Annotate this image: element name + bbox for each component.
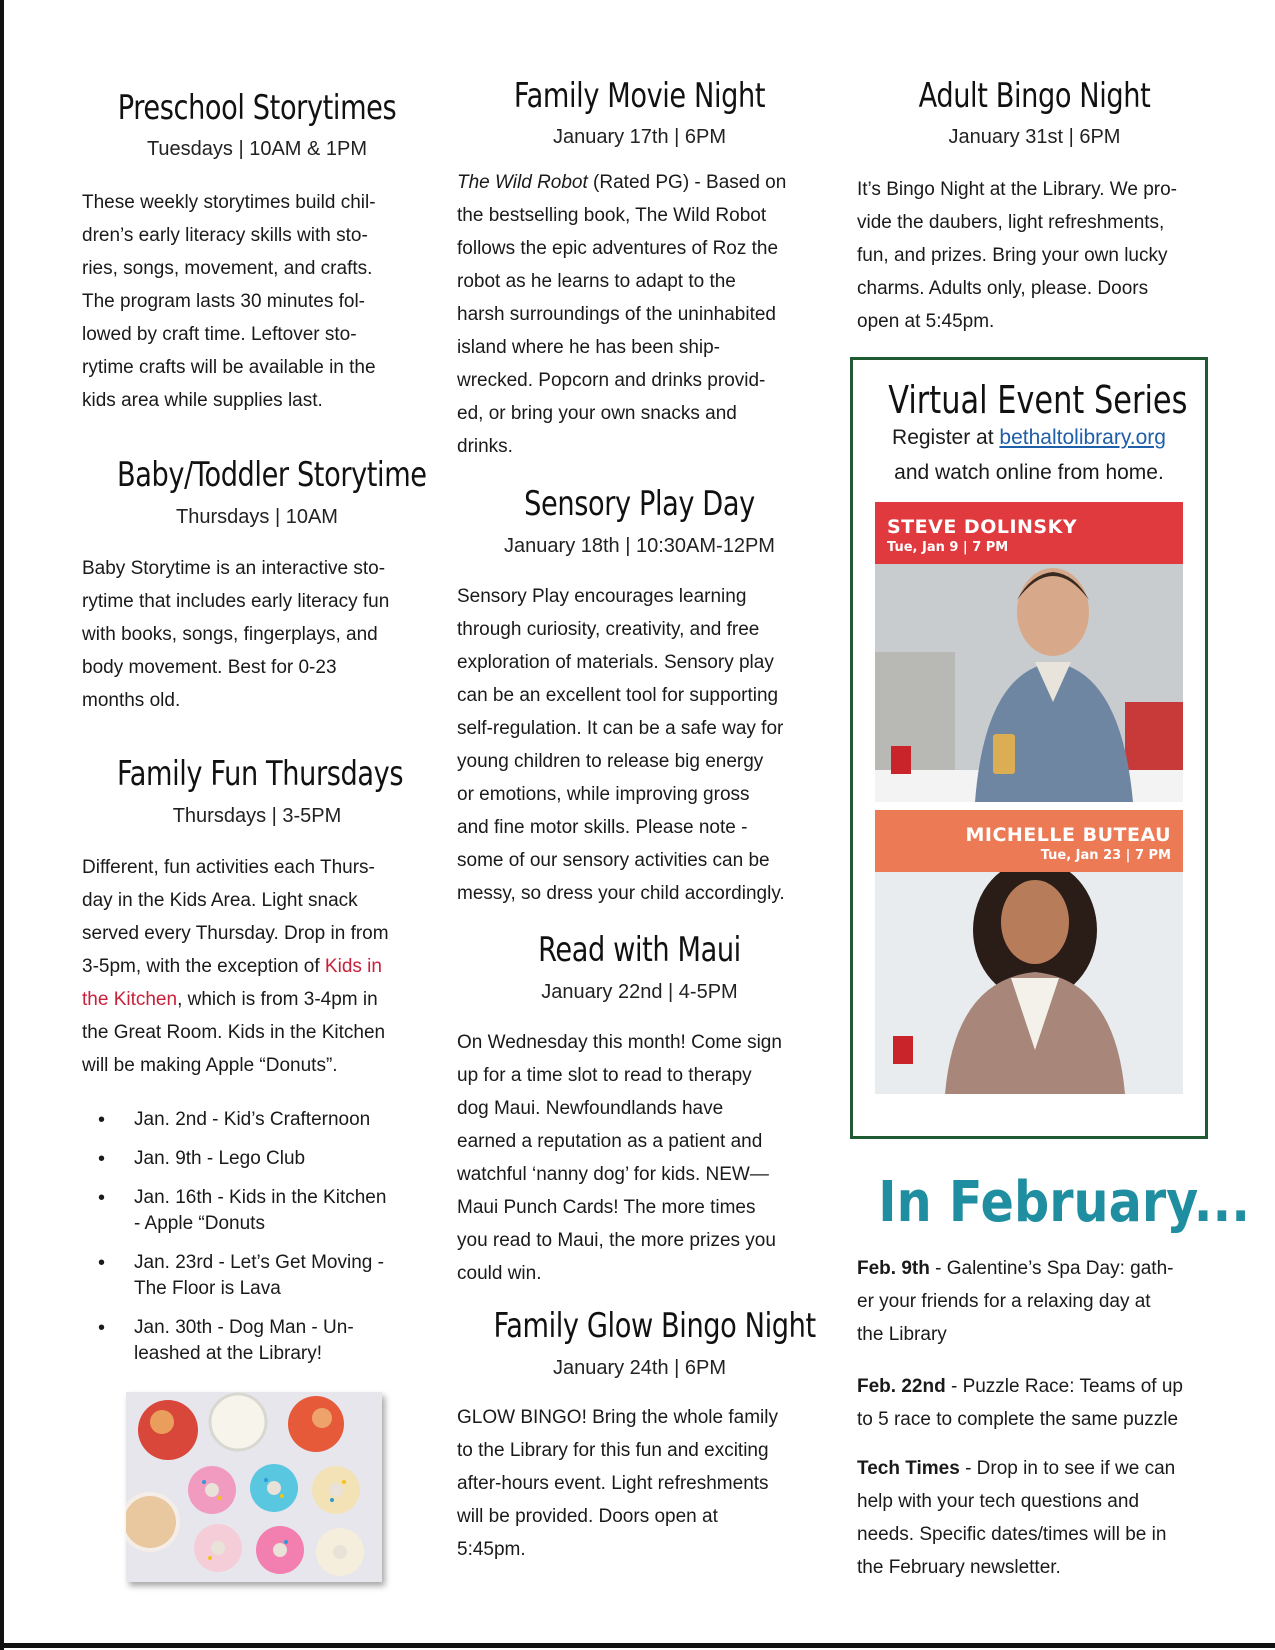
movie-night-title: Family Movie Night xyxy=(513,76,766,116)
text-line xyxy=(457,166,822,199)
text-line: 5:45pm. xyxy=(457,1539,526,1560)
virtual-series-title: Virtual Event Series xyxy=(888,378,1188,422)
read-with-maui-description xyxy=(457,1026,822,1290)
text-line: open at 5:45pm. xyxy=(857,311,995,332)
speaker-date: Tue, Jan 23 | 7 PM xyxy=(1040,848,1171,863)
list-item-text: • Jan. 30th - Dog Man - Un- xyxy=(134,1317,354,1338)
text-line: and fine motor skills. Please note - xyxy=(457,817,748,838)
february-title: In February... xyxy=(878,1170,1250,1235)
kids-in-kitchen-highlight: the Kitchen xyxy=(82,989,178,1010)
page-border-left xyxy=(0,0,4,1650)
text-line: earned a reputation as a patient and xyxy=(457,1131,763,1152)
glow-bingo-title: Family Glow Bingo Night xyxy=(493,1306,816,1346)
text-line: self-regulation. It can be a safe way for xyxy=(457,718,784,739)
adult-bingo-description xyxy=(857,173,1212,338)
text-line: dren’s early literacy skills with sto- xyxy=(82,225,368,246)
baby-toddler-title: Baby/Toddler Storytime xyxy=(117,455,427,495)
text-line: follows the epic adventures of Roz the xyxy=(457,238,779,259)
text-line: robot as he learns to adapt to the xyxy=(457,271,736,292)
text-segment: - Puzzle Race: Teams of up xyxy=(945,1376,1183,1397)
text-line: GLOW BINGO! Bring the whole family xyxy=(457,1407,778,1428)
text-segment: , which is from 3-4pm in xyxy=(177,989,378,1010)
text-line xyxy=(857,1252,1212,1285)
text-line: will be provided. Doors open at xyxy=(457,1506,718,1527)
text-segment: - Galentine’s Spa Day: gath- xyxy=(929,1258,1174,1279)
page-border-bottom xyxy=(0,1643,1275,1648)
text-line: rytime crafts will be available in the xyxy=(82,357,376,378)
list-item-text: The Floor is Lava xyxy=(134,1278,281,1299)
text-line: served every Thursday. Drop in from xyxy=(82,923,389,944)
family-fun-time: Thursdays | 3-5PM xyxy=(172,805,342,827)
text-line: you read to Maui, the more prizes you xyxy=(457,1230,776,1251)
february-item-galentines xyxy=(857,1252,1212,1351)
speaker-date: Tue, Jan 9 | 7 PM xyxy=(887,540,1009,555)
text-line: months old. xyxy=(82,690,181,711)
text-line: some of our sensory activities can be xyxy=(457,850,770,871)
promo-banner xyxy=(875,810,1183,872)
glow-bingo-time: January 24th | 6PM xyxy=(552,1357,727,1379)
text-line: It’s Bingo Night at the Library. We pro- xyxy=(857,179,1177,200)
text-line: the Library xyxy=(857,1324,947,1345)
sensory-play-description xyxy=(457,580,822,910)
library-website-link[interactable]: bethaltolibrary.org xyxy=(999,426,1166,449)
text-line: can be an excellent tool for supporting xyxy=(457,685,779,706)
sensory-play-title: Sensory Play Day xyxy=(524,484,755,524)
text-segment: (Rated PG) - Based on xyxy=(587,172,787,193)
text-line: after-hours event. Light refreshments xyxy=(457,1473,769,1494)
text-line: wrecked. Popcorn and drinks provid- xyxy=(457,370,766,391)
text-line: vide the daubers, light refreshments, xyxy=(857,212,1165,233)
text-segment: Register at xyxy=(892,426,1000,449)
text-line: charms. Adults only, please. Doors xyxy=(857,278,1149,299)
text-line: Sensory Play encourages learning xyxy=(457,586,747,607)
preschool-description xyxy=(82,186,432,417)
movie-title-italic: The Wild Robot xyxy=(457,172,588,193)
text-line: to the Library for this fun and exciting xyxy=(457,1440,769,1461)
speaker-name: STEVE DOLINSKY xyxy=(887,516,1078,538)
text-line: needs. Specific dates/times will be in xyxy=(857,1524,1167,1545)
family-fun-title: Family Fun Thursdays xyxy=(117,754,404,794)
text-line: Maui Punch Cards! The more times xyxy=(457,1197,756,1218)
text-line: with books, songs, fingerplays, and xyxy=(82,624,378,645)
text-line: will be making Apple “Donuts”. xyxy=(82,1055,338,1076)
list-item-text: leashed at the Library! xyxy=(134,1343,323,1364)
virtual-event-series-box xyxy=(850,357,1208,1139)
text-line: exploration of materials. Sensory play xyxy=(457,652,774,673)
steve-dolinsky-promo xyxy=(875,502,1183,802)
preschool-time: Tuesdays | 10AM & 1PM xyxy=(146,138,368,160)
list-item-text: • Jan. 16th - Kids in the Kitchen xyxy=(134,1187,387,1208)
text-line: day in the Kids Area. Light snack xyxy=(82,890,358,911)
read-with-maui-time: January 22nd | 4-5PM xyxy=(541,981,738,1003)
apple-donuts-photo xyxy=(126,1392,382,1582)
register-line xyxy=(853,426,1205,450)
read-with-maui-title: Read with Maui xyxy=(538,930,741,970)
glow-bingo-description xyxy=(457,1401,822,1566)
text-line: or emotions, while improving gross xyxy=(457,784,750,805)
text-line: through curiosity, creativity, and free xyxy=(457,619,760,640)
text-line: the Great Room. Kids in the Kitchen xyxy=(82,1022,386,1043)
text-line: harsh surroundings of the uninhabited xyxy=(457,304,777,325)
text-line: kids area while supplies last. xyxy=(82,390,323,411)
list-item xyxy=(82,1250,432,1302)
michelle-buteau-promo xyxy=(875,810,1183,1094)
list-item xyxy=(82,1107,432,1133)
text-line: island where he has been ship- xyxy=(457,337,721,358)
movie-night-description xyxy=(457,166,822,463)
baby-toddler-time: Thursdays | 10AM xyxy=(176,506,338,528)
adult-bingo-title: Adult Bingo Night xyxy=(918,76,1151,116)
text-line: messy, so dress your child accordingly. xyxy=(457,883,785,904)
list-item-text: • Jan. 23rd - Let’s Get Moving - xyxy=(134,1252,384,1273)
kids-in-kitchen-highlight: Kids in xyxy=(324,956,382,977)
text-line: ed, or bring your own snacks and xyxy=(457,403,737,424)
promo-banner xyxy=(875,502,1183,564)
text-line: watchful ‘nanny dog’ for kids. NEW— xyxy=(457,1164,769,1185)
list-item-text: - Apple “Donuts xyxy=(134,1213,265,1234)
watch-line: and watch online from home. xyxy=(894,461,1164,484)
family-fun-description xyxy=(82,851,432,1082)
text-line xyxy=(857,1370,1212,1403)
text-line: could win. xyxy=(457,1263,542,1284)
text-line: drinks. xyxy=(457,436,513,457)
text-line: help with your tech questions and xyxy=(857,1491,1140,1512)
text-line: the February newsletter. xyxy=(857,1557,1061,1578)
text-line: the bestselling book, The Wild Robot xyxy=(457,205,767,226)
text-line xyxy=(82,983,432,1016)
text-line: On Wednesday this month! Come sign xyxy=(457,1032,782,1053)
list-item-text: • Jan. 9th - Lego Club xyxy=(134,1148,306,1169)
text-line: fun, and prizes. Bring your own lucky xyxy=(857,245,1168,266)
text-line: rytime that includes early literacy fun xyxy=(82,591,390,612)
text-line: These weekly storytimes build chil- xyxy=(82,192,376,213)
text-line: body movement. Best for 0-23 xyxy=(82,657,337,678)
speaker-name: MICHELLE BUTEAU xyxy=(965,824,1171,846)
february-item-puzzle-race xyxy=(857,1370,1212,1436)
list-item xyxy=(82,1315,432,1367)
sensory-play-time: January 18th | 10:30AM-12PM xyxy=(504,535,775,557)
text-line: Different, fun activities each Thurs- xyxy=(82,857,375,878)
text-line: ries, songs, movement, and crafts. xyxy=(82,258,373,279)
list-item xyxy=(82,1146,432,1172)
list-item xyxy=(82,1185,432,1237)
thursday-schedule-list xyxy=(82,1107,432,1380)
february-date: Feb. 22nd xyxy=(857,1376,946,1397)
february-date: Feb. 9th xyxy=(857,1258,930,1279)
text-line: lowed by craft time. Leftover sto- xyxy=(82,324,357,345)
list-item-text: • Jan. 2nd - Kid’s Crafternoon xyxy=(134,1109,371,1130)
baby-toddler-description xyxy=(82,552,432,717)
text-line xyxy=(857,1452,1212,1485)
text-line: Baby Storytime is an interactive sto- xyxy=(82,558,386,579)
movie-night-time: January 17th | 6PM xyxy=(552,126,727,148)
text-line xyxy=(82,950,432,983)
text-segment: - Drop in to see if we can xyxy=(959,1458,1176,1479)
text-line: to 5 race to complete the same puzzle xyxy=(857,1409,1179,1430)
text-line: up for a time slot to read to therapy xyxy=(457,1065,752,1086)
february-item-tech-times xyxy=(857,1452,1212,1584)
text-line: er your friends for a relaxing day at xyxy=(857,1291,1151,1312)
text-line: The program lasts 30 minutes fol- xyxy=(82,291,366,312)
apple-donuts-illustration xyxy=(126,1392,382,1582)
adult-bingo-time: January 31st | 6PM xyxy=(948,126,1121,148)
text-line: dog Maui. Newfoundlands have xyxy=(457,1098,724,1119)
preschool-title: Preschool Storytimes xyxy=(117,88,397,128)
text-segment: 3-5pm, with the exception of xyxy=(82,956,325,977)
text-line: young children to release big energy xyxy=(457,751,764,772)
february-date: Tech Times xyxy=(857,1458,960,1479)
